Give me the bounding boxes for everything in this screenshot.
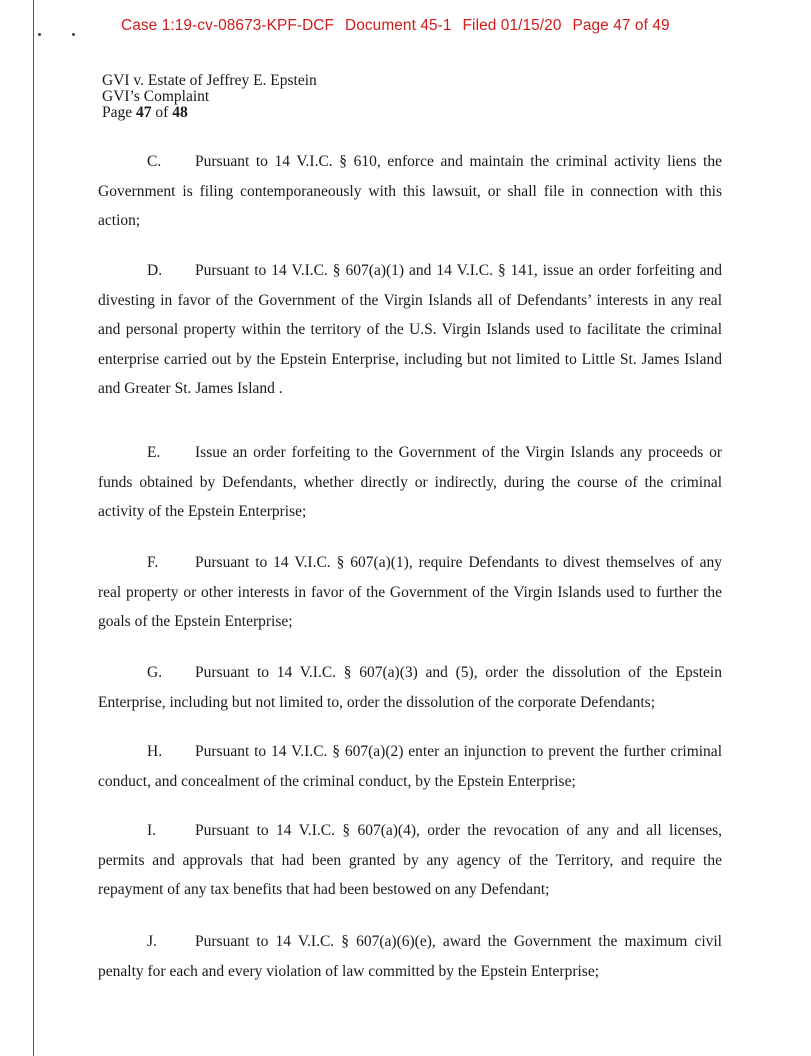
paragraph-letter: G. bbox=[147, 664, 163, 681]
document-header bbox=[102, 73, 317, 121]
paragraph-letter: D. bbox=[147, 262, 163, 279]
paragraph-d bbox=[98, 256, 722, 404]
paragraph-letter: H. bbox=[147, 743, 163, 760]
paragraph-text: Pursuant to 14 V.I.C. § 610, enforce and maintain the criminal activity liens the Government is filing contemporaneously with this lawsuit, or shall file in connection with this action; bbox=[98, 153, 722, 229]
paragraph-text: Pursuant to 14 V.I.C. § 607(a)(1), require Defendants to divest themselves of any real property or other interests in favor of the Government of the Virgin Islands used to further the goals of the Epstein Enterprise; bbox=[98, 554, 722, 630]
paragraph-text: Pursuant to 14 V.I.C. § 607(a)(3) and (5), order the dissolution of the Epstein Enterprise, including but not limited to, order the dissolution of the corporate Defendants; bbox=[98, 664, 722, 711]
scan-dot bbox=[38, 33, 41, 36]
paragraph-letter: E. bbox=[147, 444, 161, 461]
paragraph-letter: F. bbox=[147, 554, 159, 571]
scan-dot bbox=[72, 33, 75, 36]
page-indicator: Page 47 of 48 bbox=[102, 104, 188, 121]
stamp-page: Page 47 of 49 bbox=[572, 17, 670, 34]
paragraph-e bbox=[98, 438, 722, 527]
document-title: GVI’s Complaint bbox=[102, 88, 210, 105]
paragraph-g bbox=[98, 658, 722, 717]
paragraph-text: Pursuant to 14 V.I.C. § 607(a)(1) and 14 V.I.C. § 141, issue an order forfeiting and divesting in favor of the Government of the Virgin Islands all of Defendants’ interests in any real and personal property within the territory of the U.S. Virgin Islands used to facilitate the criminal enterprise carried out by the Epstein Enterprise, including but not limited to Little St. James Island and Greater St. James Island . bbox=[98, 262, 722, 397]
case-number: Case 1:19-cv-08673-KPF-DCF bbox=[121, 17, 335, 34]
paragraph-letter: J. bbox=[147, 933, 157, 950]
paragraph-c bbox=[98, 147, 722, 236]
paragraph-i bbox=[98, 816, 722, 905]
paragraph-letter: C. bbox=[147, 153, 162, 170]
paragraph-text: Pursuant to 14 V.I.C. § 607(a)(4), order the revocation of any and all licenses, permits and approvals that had been granted by any agency of the Territory, and require the repayment of any tax benefits that had been bestowed on any Defendant; bbox=[98, 822, 722, 898]
paragraph-text: Pursuant to 14 V.I.C. § 607(a)(6)(e), award the Government the maximum civil penalty for each and every violation of law committed by the Epstein Enterprise; bbox=[98, 933, 722, 980]
scan-margin-line bbox=[33, 0, 34, 1056]
paragraph-letter: I. bbox=[147, 822, 157, 839]
paragraph-h bbox=[98, 737, 722, 796]
paragraph-j bbox=[98, 927, 722, 986]
filed-date: Filed 01/15/20 bbox=[462, 17, 562, 34]
case-caption: GVI v. Estate of Jeffrey E. Epstein bbox=[102, 72, 317, 89]
paragraph-text: Issue an order forfeiting to the Government of the Virgin Islands any proceeds or funds obtained by Defendants, whether directly or indirectly, during the course of the criminal activity of the Epstein Enterprise; bbox=[98, 444, 722, 520]
document-number: Document 45-1 bbox=[345, 17, 452, 34]
paragraph-text: Pursuant to 14 V.I.C. § 607(a)(2) enter an injunction to prevent the further criminal conduct, and concealment of the criminal conduct, by the Epstein Enterprise; bbox=[98, 743, 722, 790]
ecf-header-stamp bbox=[121, 17, 681, 35]
paragraph-f bbox=[98, 548, 722, 637]
